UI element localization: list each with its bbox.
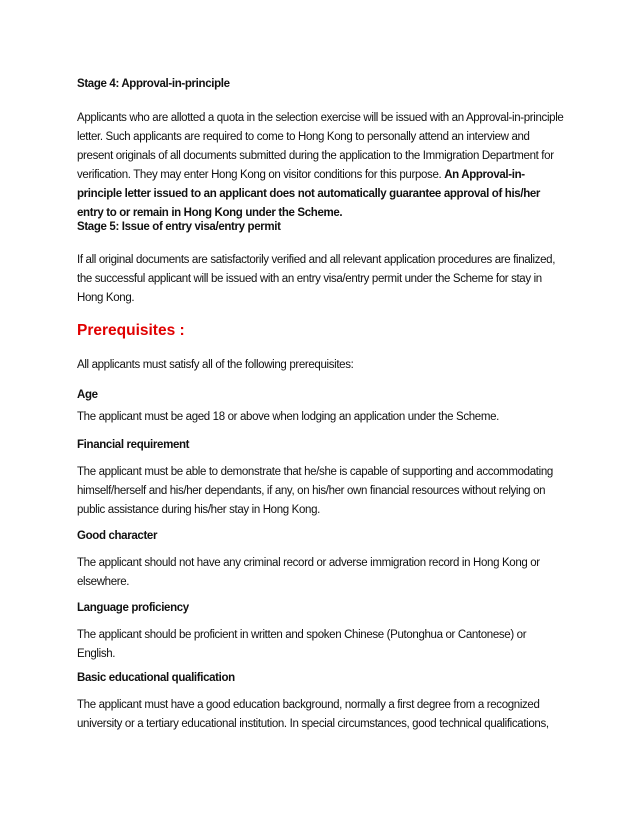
prerequisites-title: Prerequisites : xyxy=(77,322,185,339)
stage5-paragraph: If all original documents are satisfactorily verified and all relevant application procedures are finalized, the successful applicant will be issued with an entry visa/entry permit under the Scheme for stay in Hong Kong. xyxy=(77,254,556,304)
prerequisites-intro: All applicants must satisfy all of the following prerequisites: xyxy=(77,359,354,371)
stage4-paragraph xyxy=(77,109,567,223)
character-text: The applicant should not have any criminal record or adverse immigration record in Hong Kong or elsewhere. xyxy=(77,557,540,588)
stage4-bold-text: An Approval-in-principle letter issued to an applicant does not automatically guarantee approval of his/her entry to or remain in Hong Kong under the Scheme. xyxy=(77,169,541,219)
age-text: The applicant must be aged 18 or above when lodging an application under the Scheme. xyxy=(77,411,499,423)
financial-heading: Financial requirement xyxy=(77,439,190,451)
language-text: The applicant should be proficient in written and spoken Chinese (Putonghua or Cantonese) or English. xyxy=(77,629,527,660)
character-heading: Good character xyxy=(77,530,158,542)
age-heading: Age xyxy=(77,389,98,401)
language-heading: Language proficiency xyxy=(77,602,189,614)
education-heading: Basic educational qualification xyxy=(77,672,235,684)
stage5-heading: Stage 5: Issue of entry visa/entry permit xyxy=(77,221,281,233)
stage4-text: Applicants who are allotted a quota in the selection exercise will be issued with an Approval-in-principle letter. Such applicants are required to come to Hong Kong to personally attend an interview and present originals of all documents submitted during the application to the Immigration Department for verification. They may enter Hong Kong on visitor conditions for this purpose. xyxy=(77,112,564,181)
financial-text: The applicant must be able to demonstrate that he/she is capable of supporting and accommodating himself/herself and his/her dependants, if any, on his/her own financial resources without relying on public assistance during his/her stay in Hong Kong. xyxy=(77,466,553,516)
education-text: The applicant must have a good education background, normally a first degree from a recognized university or a tertiary educational institution. In special circumstances, good technical qualifications, xyxy=(77,699,549,730)
stage4-heading: Stage 4: Approval-in-principle xyxy=(77,78,230,90)
